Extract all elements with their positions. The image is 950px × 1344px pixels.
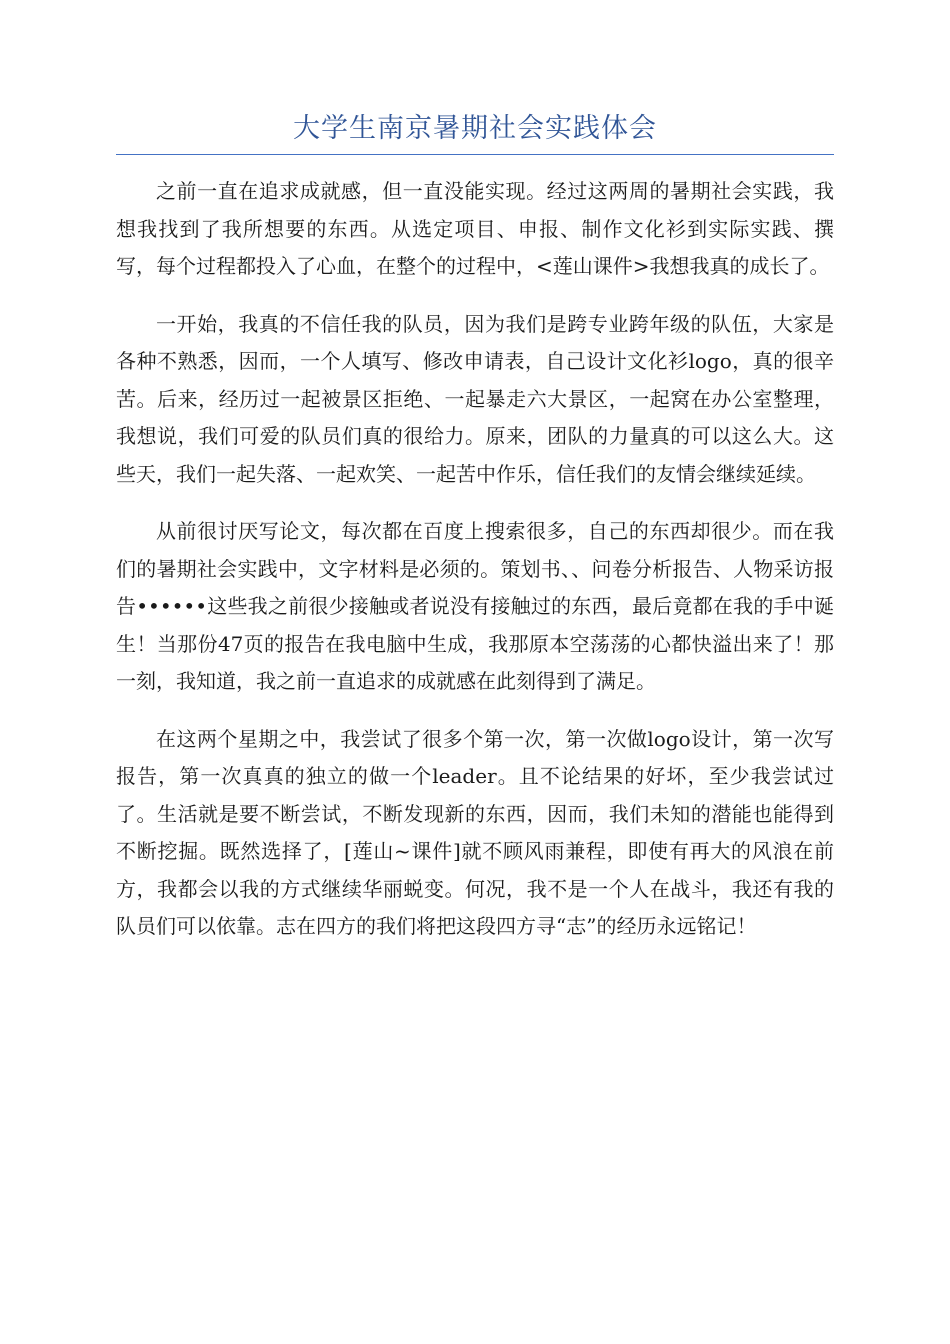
paragraph-3: 从前很讨厌写论文，每次都在百度上搜索很多，自己的东西却很少。而在我们的暑期社会实践中，文字材料是必须的。策划书、、问卷分析报告、人物采访报告••••••这些我之前很少接触或者说没有接触过的东西，最后竟都在我的手中诞生！当那份47页的报告在我电脑中生成，我那原本空荡荡的心都快溢出来了！那一刻，我知道，我之前一直追求的成就感在此刻得到了满足。: [116, 519, 834, 693]
paragraph-1: 之前一直在追求成就感，但一直没能实现。经过这两周的暑期社会实践，我想我找到了我所想要的东西。从选定项目、申报、制作文化衫到实际实践、撰写，每个过程都投入了心血，在整个的过程中，<莲山课件>我想我真的成长了。: [116, 179, 834, 278]
document-page: [116, 110, 834, 966]
paragraph-2: 一开始，我真的不信任我的队员，因为我们是跨专业跨年级的队伍，大家是各种不熟悉，因而，一个人填写、修改申请表，自己设计文化衫logo，真的很辛苦。后来，经历过一起被景区拒绝、一起暴走六大景区，一起窝在办公室整理，我想说，我们可爱的队员们真的很给力。原来，团队的力量真的可以这么大。这些天，我们一起失落、一起欢笑、一起苦中作乐，信任我们的友情会继续延续。: [116, 311, 834, 486]
title-underline: [116, 154, 834, 155]
document-title: 大学生南京暑期社会实践体会: [293, 113, 657, 144]
paragraph-4: 在这两个星期之中，我尝试了很多个第一次，第一次做logo设计，第一次写报告，第一次真真的独立的做一个leader。且不论结果的好坏，至少我尝试过了。生活就是要不断尝试，不断发现新的东西，因而，我们未知的潜能也能得到不断挖掘。既然选择了，[莲山~课件]就不顾风雨兼程，即使有再大的风浪在前方，我都会以我的方式继续华丽蜕变。何况，我不是一个人在战斗，我还有我的队员们可以依靠。志在四方的我们将把这段四方寻“志”的经历永远铭记！: [116, 726, 834, 938]
